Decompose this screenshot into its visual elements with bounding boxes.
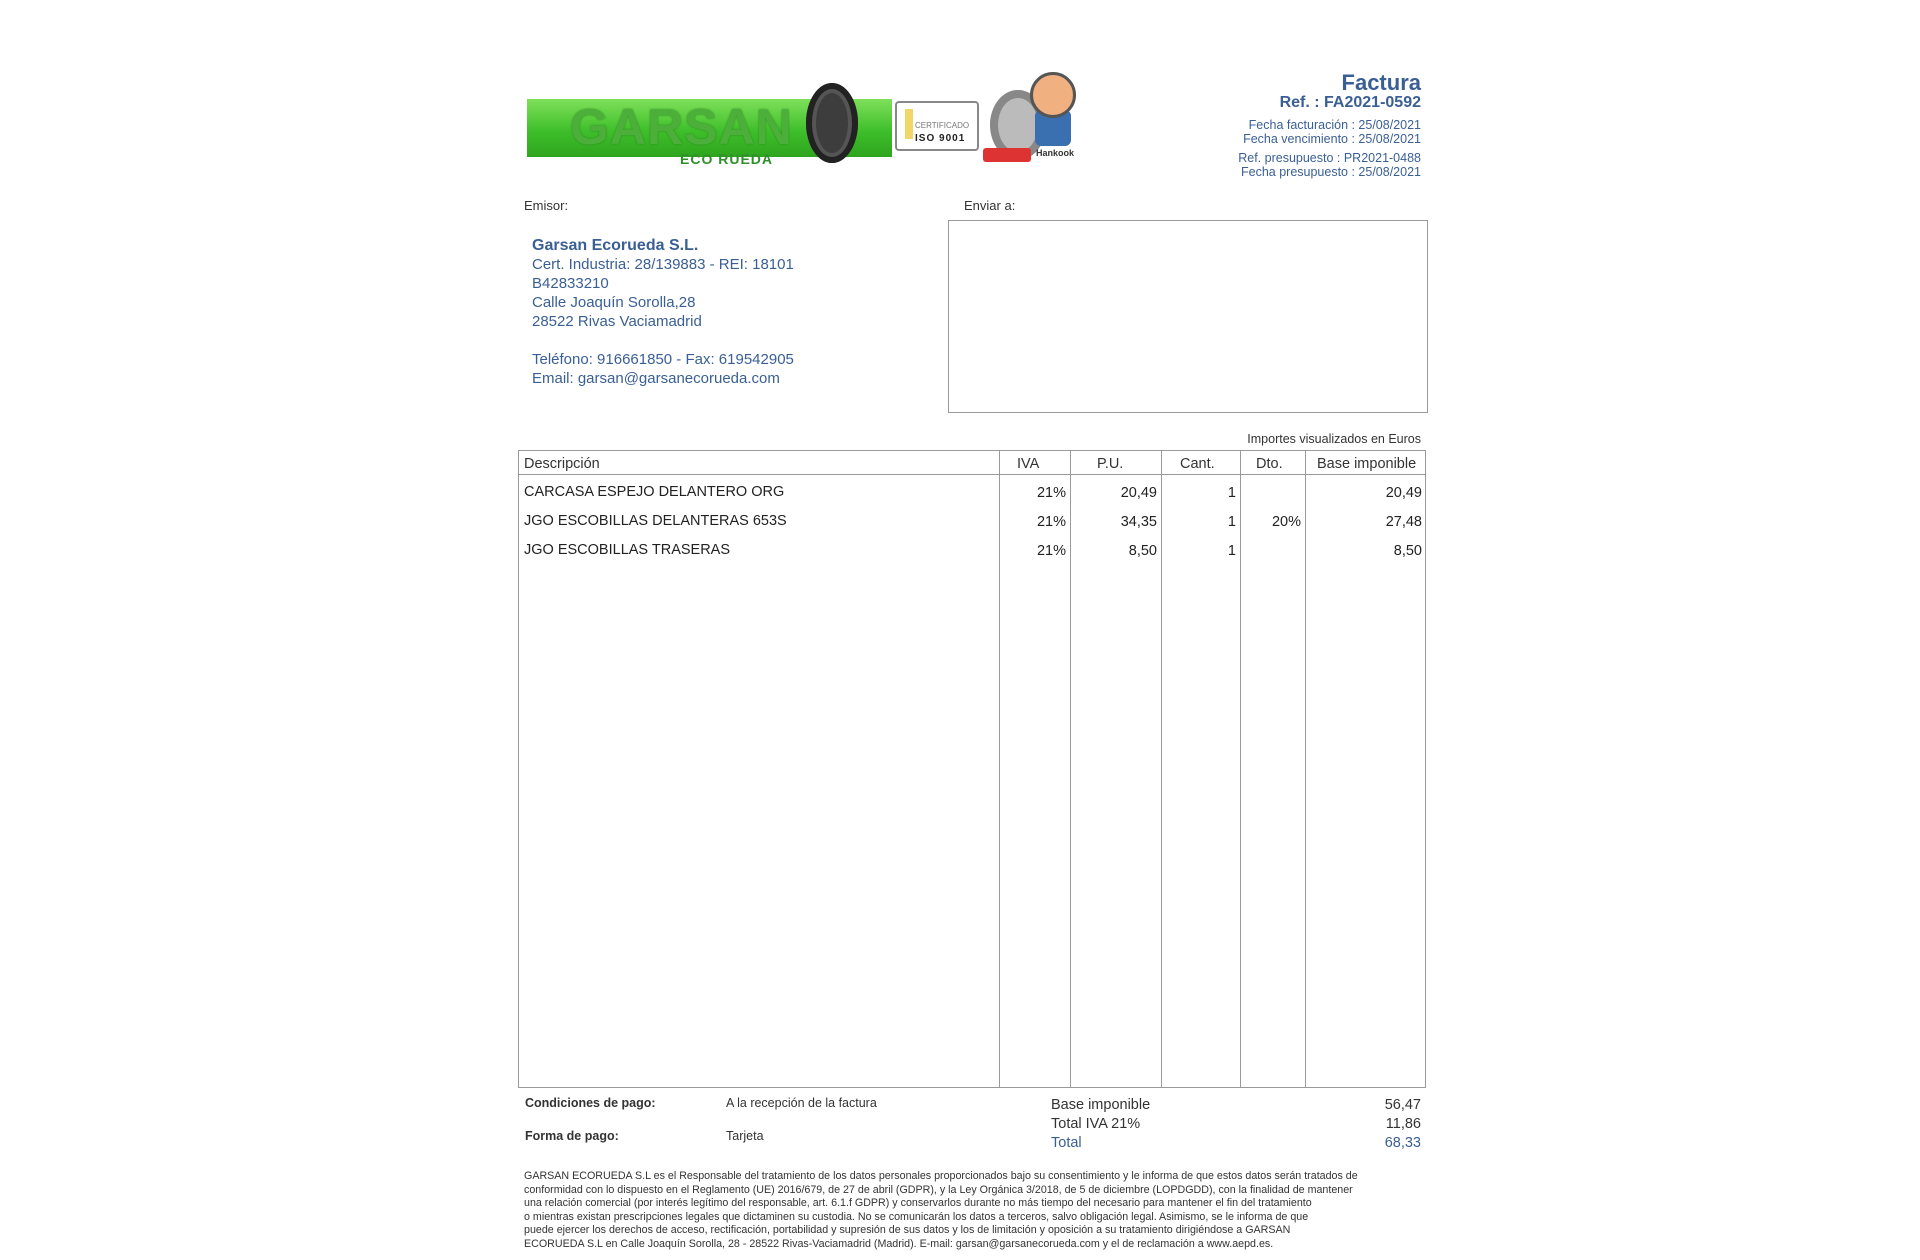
- legal-line: o mientras existan prescripciones legales que dictaminen su custodia. No se comunicarán los datos a terceros, salvo obligación legal. Asimismo, se le informa de que: [524, 1210, 1309, 1223]
- ship-to-box: [948, 220, 1428, 413]
- grand-total-value: 68,33: [1384, 1135, 1421, 1151]
- legal-line: puede ejercer los derechos de acceso, rectificación, portabilidad y supresión de sus datos y los de limitación y oposición a su tratamiento dirigiéndose a GARSAN: [524, 1224, 1291, 1237]
- row-descripcion: CARCASA ESPEJO DELANTERO ORG: [524, 484, 785, 500]
- row-cant: 1: [1227, 485, 1236, 501]
- legal-line: GARSAN ECORUEDA S.L es el Responsable del tratamiento de los datos personales proporcionados bajo su consentimiento y le informa de que estos datos serán tratados de: [524, 1170, 1358, 1182]
- partner-brand: Hankook: [1036, 148, 1075, 158]
- invoice-due-date: Fecha vencimiento : 25/08/2021: [1243, 132, 1421, 146]
- issuer-label: Emisor:: [524, 198, 569, 213]
- tyre-icon: [806, 83, 858, 163]
- col-divider: [1240, 450, 1241, 1088]
- iso-stripe: [905, 109, 913, 139]
- row-iva: 21%: [1036, 514, 1066, 530]
- payment-method-label: Forma de pago:: [525, 1129, 619, 1143]
- row-cant: 1: [1227, 543, 1236, 559]
- th-pu: P.U.: [1097, 456, 1124, 472]
- logo-tagline: ECO RUEDA: [680, 151, 774, 167]
- payment-method-value: Tarjeta: [726, 1129, 764, 1143]
- th-dto: Dto.: [1256, 456, 1283, 472]
- quote-ref: Ref. presupuesto : PR2021-0488: [1238, 151, 1421, 165]
- issuer-phone: Teléfono: 916661850 - Fax: 619542905: [532, 351, 794, 368]
- payment-conditions-label: Condiciones de pago:: [525, 1096, 656, 1110]
- grand-total-label: Total: [1051, 1135, 1082, 1151]
- row-descripcion: JGO ESCOBILLAS DELANTERAS 653S: [524, 513, 787, 529]
- iva-total-value: 11,86: [1385, 1116, 1421, 1132]
- logo-brand: GARSAN: [570, 99, 793, 155]
- row-pu: 8,50: [1128, 543, 1157, 559]
- th-iva: IVA: [1017, 456, 1040, 472]
- invoice-title: Factura: [1341, 70, 1421, 95]
- th-cant: Cant.: [1180, 456, 1215, 472]
- quote-date: Fecha presupuesto : 25/08/2021: [1241, 165, 1421, 179]
- row-pu: 34,35: [1120, 514, 1157, 530]
- partner-badge-icon: [983, 148, 1031, 162]
- row-descripcion: JGO ESCOBILLAS TRASERAS: [524, 542, 731, 558]
- legal-notice: [524, 1170, 1446, 1252]
- legal-line: ECORUEDA S.L en Calle Joaquín Sorolla, 28 - 28522 Rivas-Vaciamadrid (Madrid). E-mail: garsan@garsanecorueda.com y el de reclamación a www.aepd.es.: [524, 1237, 1274, 1250]
- items-table-header: [518, 450, 1426, 475]
- th-base: Base imponible: [1317, 456, 1417, 472]
- issuer-email: Email: garsan@garsanecorueda.com: [532, 370, 780, 387]
- legal-line: conformidad con lo dispuesto en el Reglamento (UE) 2016/679, de 27 de abril (GDPR), y la Ley Orgánica 3/2018, de 5 de diciembre (LOPDGDD), con la finalidad de mantener: [524, 1183, 1353, 1196]
- row-cant: 1: [1227, 514, 1236, 530]
- row-base: 20,49: [1385, 485, 1422, 501]
- row-base: 27,48: [1385, 514, 1422, 530]
- row-pu: 20,49: [1120, 485, 1157, 501]
- iso-label: CERTIFICADO: [915, 121, 970, 130]
- issuer-city: 28522 Rivas Vaciamadrid: [532, 313, 702, 330]
- currency-note: Importes visualizados en Euros: [1247, 432, 1421, 446]
- iva-total-label: Total IVA 21%: [1051, 1116, 1141, 1132]
- invoice-ref: Ref. : FA2021-0592: [1279, 94, 1421, 111]
- row-base: 8,50: [1393, 543, 1422, 559]
- base-total-value: 56,47: [1384, 1097, 1421, 1113]
- th-descripcion: Descripción: [524, 456, 600, 472]
- mascot-head-icon: [1030, 72, 1076, 118]
- issuer-street: Calle Joaquín Sorolla,28: [532, 294, 696, 311]
- row-iva: 21%: [1036, 543, 1066, 559]
- issuer-cert: Cert. Industria: 28/139883 - REI: 18101: [532, 256, 794, 273]
- issuer-block: [532, 236, 794, 388]
- legal-line: una relación comercial (por interés legítimo del responsable, art. 6.1.f GDPR) y conservarlos durante no más tiempo del necesario para mantener el fin del tratamiento: [524, 1197, 1312, 1210]
- invoice-date: Fecha facturación : 25/08/2021: [1248, 118, 1421, 132]
- row-dto: 20%: [1271, 514, 1301, 530]
- ship-to-label: Enviar a:: [964, 198, 1016, 213]
- payment-conditions-value: A la recepción de la factura: [726, 1096, 877, 1110]
- issuer-cif: B42833210: [532, 275, 609, 292]
- issuer-name: Garsan Ecorueda S.L.: [532, 237, 699, 254]
- row-iva: 21%: [1036, 485, 1066, 501]
- base-total-label: Base imponible: [1051, 1097, 1151, 1113]
- iso-value: ISO 9001: [915, 133, 966, 144]
